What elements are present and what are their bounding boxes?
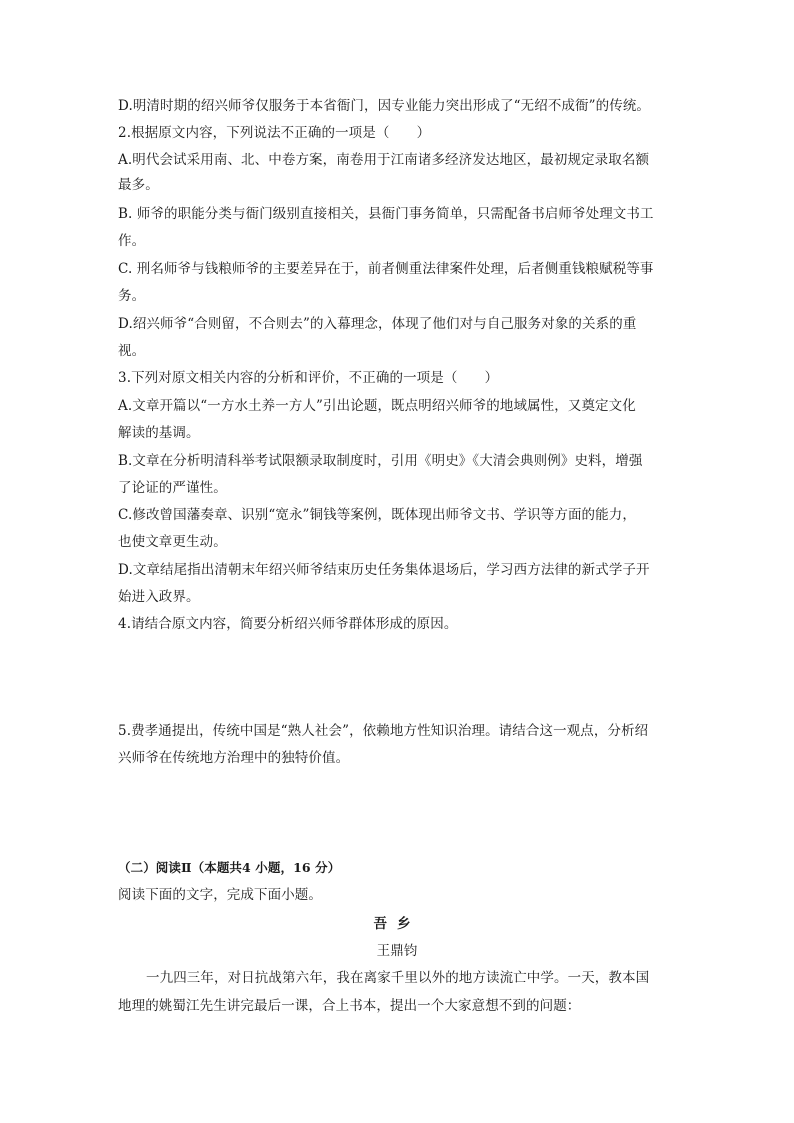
q1-option-d: D.明清时期的绍兴师爷仅服务于本省衙门，因专业能力突出形成了“无绍不成衙”的传统。	[118, 98, 651, 114]
q2-option-b-line2: 作。	[118, 233, 146, 249]
q3-stem: 3.下列对原文相关内容的分析和评价，不正确的一项是（ ）	[118, 370, 499, 386]
q5-stem-line1: 5.费孝通提出，传统中国是“熟人社会”，依赖地方性知识治理。请结合这一观点，分析绍	[118, 723, 649, 739]
section-heading: （二）阅读Ⅱ（本题共4 小题，16 分）	[118, 860, 341, 875]
q3-option-a-line1: A.文章开篇以“一方水土养一方人”引出论题，既点明绍兴师爷的地域属性，又奠定文化	[118, 398, 636, 414]
q2-option-b-line1: B. 师爷的职能分类与衙门级别直接相关，县衙门事务简单，只需配备书启师爷处理文书工	[118, 206, 654, 222]
q5-stem-line2: 兴师爷在传统地方治理中的独特价值。	[118, 750, 350, 766]
q4-stem: 4.请结合原文内容，简要分析绍兴师爷群体形成的原因。	[118, 616, 458, 632]
article-title: 吾乡	[373, 916, 421, 932]
article-para1-line2: 地理的姚蜀江先生讲完最后一课，合上书本，提出一个大家意想不到的问题：	[118, 998, 581, 1014]
article-para1-line1: 一九四三年，对日抗战第六年，我在离家千里以外的地方读流亡中学。一天，教本国	[146, 970, 650, 986]
q2-option-d-line2: 视。	[118, 343, 146, 359]
q3-option-d-line2: 始进入政界。	[118, 589, 200, 605]
q2-option-a-line1: A.明代会试采用南、北、中卷方案，南卷用于江南诸多经济发达地区，最初规定录取名额	[118, 152, 650, 168]
q3-option-c-line1: C.修改曾国藩奏章、识别“宽永”铜钱等案例，既体现出师爷文书、学识等方面的能力，	[118, 507, 636, 523]
q2-option-a-line2: 最多。	[118, 177, 159, 193]
q2-stem: 2.根据原文内容，下列说法不正确的一项是（ ）	[118, 125, 431, 141]
section-instruction: 阅读下面的文字，完成下面小题。	[118, 887, 322, 903]
q3-option-a-line2: 解读的基调。	[118, 425, 200, 441]
q3-option-b-line2: 了论证的严谨性。	[118, 480, 227, 496]
q2-option-c-line2: 务。	[118, 288, 146, 304]
article-author: 王鼎钧	[376, 943, 418, 959]
q3-option-d-line1: D.文章结尾指出清朝末年绍兴师爷结束历史任务集体退场后，学习西方法律的新式学子开	[118, 562, 650, 578]
q3-option-b-line1: B.文章在分析明清科举考试限额录取制度时，引用《明史》《大清会典则例》史料，增强	[118, 453, 643, 469]
q2-option-c-line1: C. 刑名师爷与钱粮师爷的主要差异在于，前者侧重法律案件处理，后者侧重钱粮赋税等事	[118, 261, 654, 277]
q3-option-c-line2: 也使文章更生动。	[118, 534, 227, 550]
q2-option-d-line1: D.绍兴师爷“合则留，不合则去”的入幕理念，体现了他们对与自己服务对象的关系的重	[118, 316, 637, 332]
